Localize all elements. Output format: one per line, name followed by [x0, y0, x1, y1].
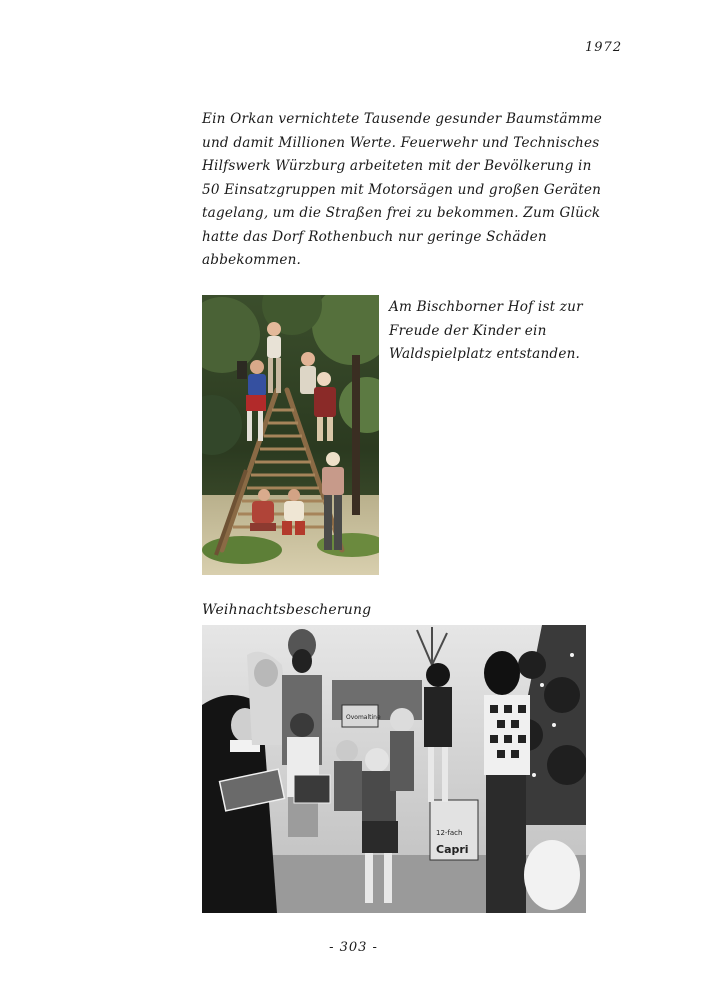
box-label-12fach: 12-fach: [436, 829, 463, 837]
caption-line: Am Bischborner Hof ist zur: [389, 299, 583, 315]
caption-line: Waldspielplatz entstanden.: [389, 346, 581, 362]
intro-line: 50 Einsatzgruppen mit Motorsägen und großen Geräten: [202, 181, 602, 198]
caption-line: Freude der Kinder ein: [389, 322, 547, 339]
intro-paragraph: [202, 108, 632, 273]
playground-caption: [389, 296, 619, 367]
intro-line: und damit Millionen Werte. Feuerwehr und Technisches: [202, 134, 600, 151]
christmas-heading: Weihnachtsbescherung: [202, 602, 372, 618]
intro-line: Ein Orkan vernichtete Tausende gesunder Baumstämme: [202, 111, 603, 127]
playground-photo: [202, 295, 379, 575]
intro-line: hatte das Dorf Rothenbuch nur geringe Schäden: [202, 228, 547, 245]
playground-photo-image: [202, 295, 379, 575]
intro-line: abbekommen.: [202, 252, 302, 268]
page-number: - 303 -: [329, 940, 378, 955]
page-year: 1972: [585, 40, 623, 55]
intro-line: tagelang, um die Straßen frei zu bekommen. Zum Glück: [202, 205, 601, 221]
intro-line: Hilfswerk Würzburg arbeiteten mit der Bevölkerung in: [202, 158, 592, 174]
ovomaltine-box-label: Ovomaltine: [346, 714, 381, 721]
christmas-photo-image: [202, 625, 586, 913]
box-label-capri: Capri: [436, 843, 469, 856]
christmas-photo: [202, 625, 586, 913]
